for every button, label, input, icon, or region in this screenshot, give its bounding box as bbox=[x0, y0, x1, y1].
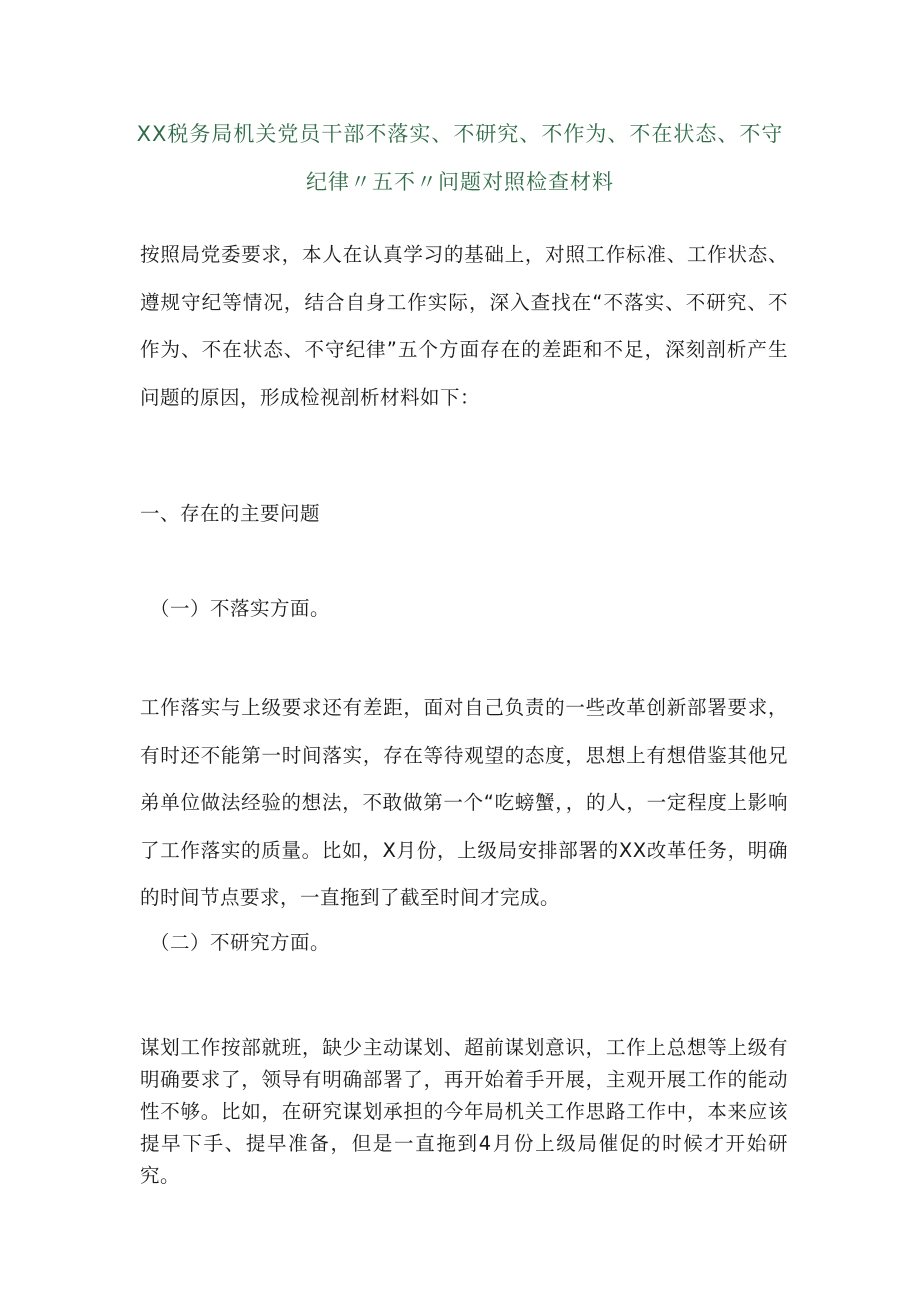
subsection-heading-not-implementing: （一）不落实方面。 bbox=[150, 597, 331, 620]
intro-paragraph: 按照局党委要求，本人在认真学习的基础上，对照工作标准、工作状态、遵规守纪等情况，结合自身工作实际，深入查找在“不落实、不研究、不作为、不在状态、不守纪律”五个方面存在的差距和不足，深刻剖析产生问题的原因，形成检视剖析材料如下： bbox=[140, 243, 788, 409]
document-title-line-2: 纪律〃五不〃问题对照检查材料 bbox=[306, 170, 614, 194]
subsection-heading-not-researching: （二）不研究方面。 bbox=[150, 931, 331, 954]
subsection-body-not-implementing: 工作落实与上级要求还有差距，面对自己负责的一些改革创新部署要求，有时还不能第一时间落实，存在等待观望的态度，思想上有想借鉴其他兄弟单位做法经验的想法，不敢做第一个“吃螃蟹，，的人，一定程度上影响了工作落实的质量。比如，X月份，上级局安排部署的XX改革任务，明确的时间节点要求，一直拖到了截至时间才完成。 bbox=[140, 696, 788, 909]
subsection-body-not-researching: 谋划工作按部就班，缺少主动谋划、超前谋划意识，工作上总想等上级有明确要求了，领导有明确部署了，再开始着手开展，主观开展工作的能动性不够。比如，在研究谋划承担的今年局机关工作思路工作中，本来应该提早下手、提早准备，但是一直拖到4月份上级局催促的时候才开始研究。 bbox=[140, 1036, 788, 1187]
section-heading-main-issues: 一、存在的主要问题 bbox=[140, 502, 321, 525]
document-title-line-1: XX税务局机关党员干部不落实、不研究、不作为、不在状态、不守 bbox=[136, 122, 784, 146]
